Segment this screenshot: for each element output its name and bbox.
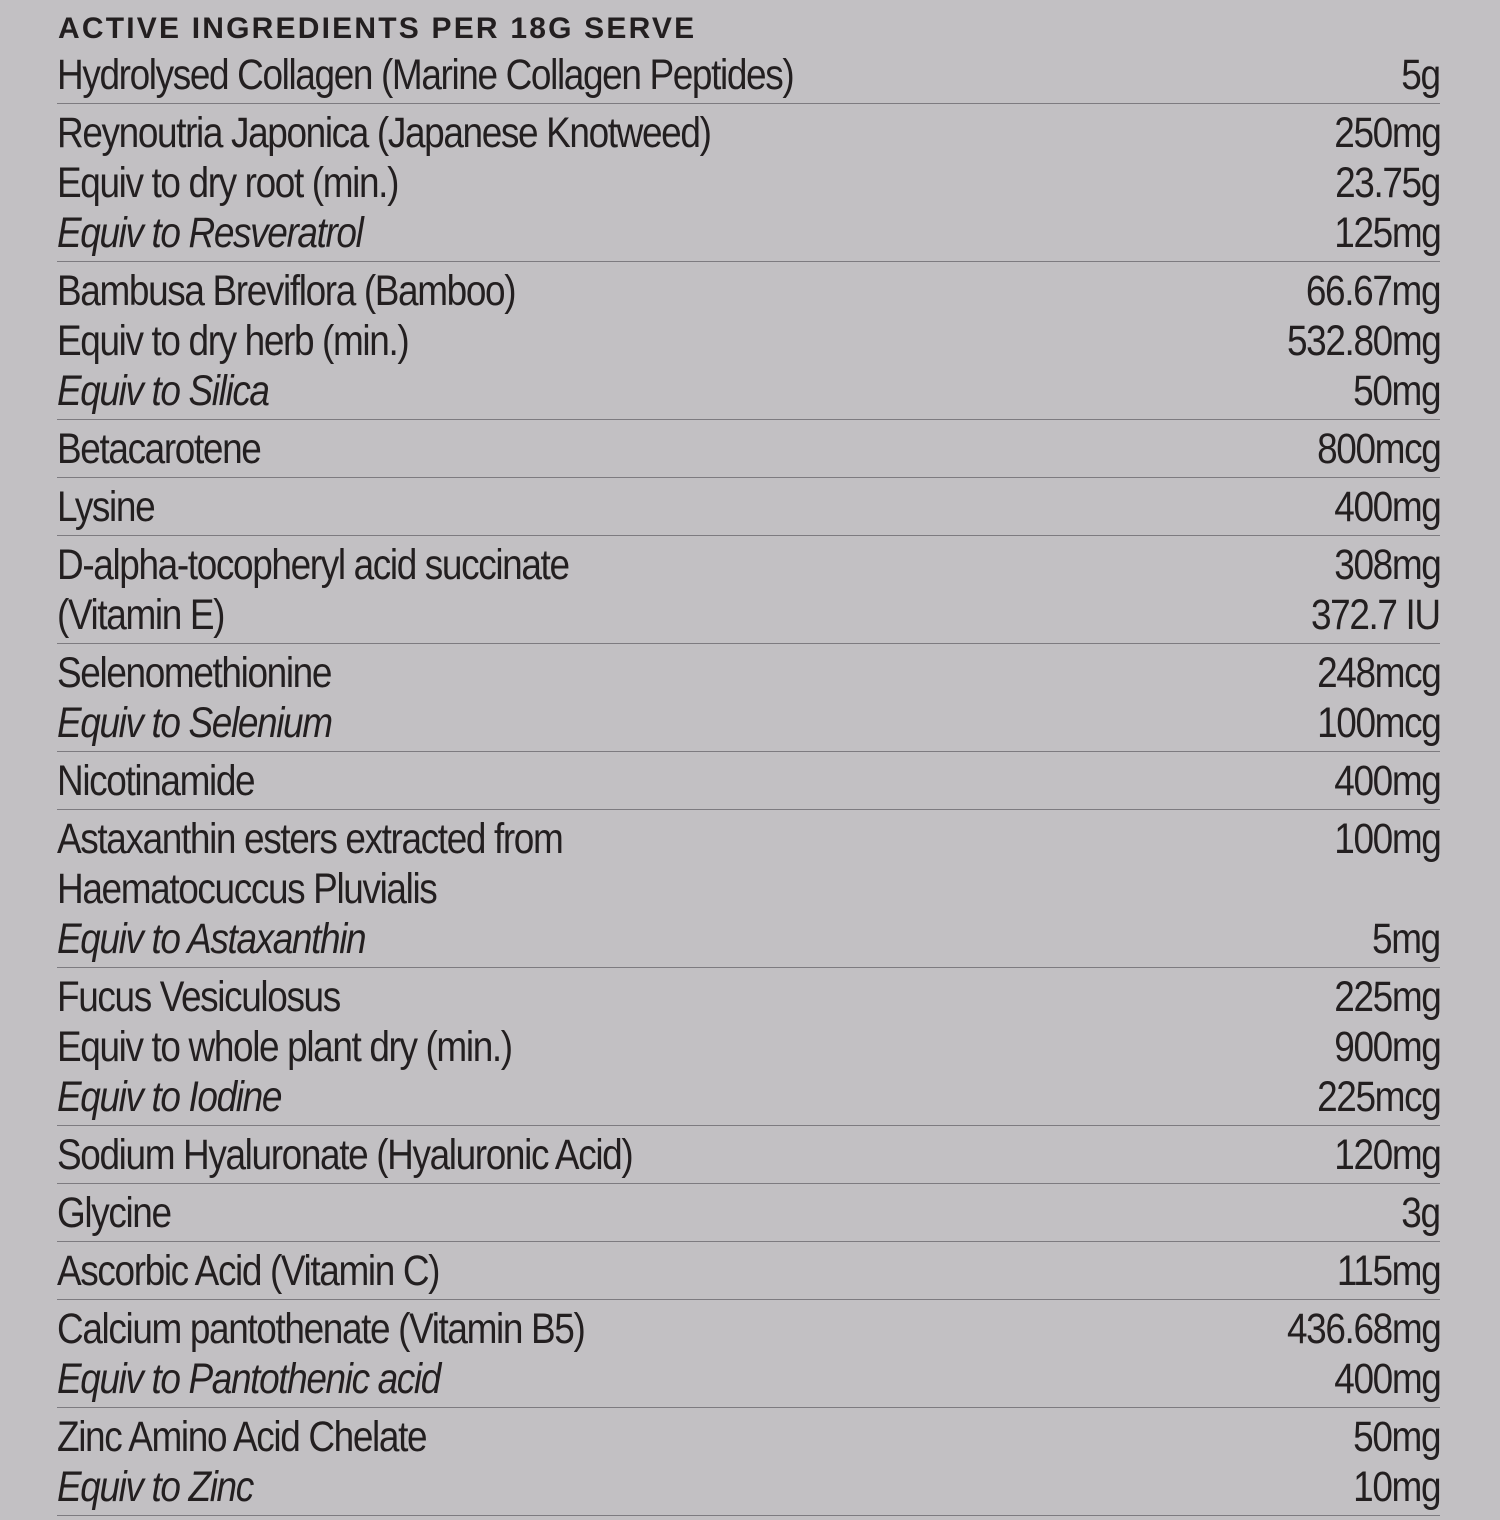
ingredient-name: (Vitamin E)	[57, 591, 225, 639]
ingredient-name: Equiv to Astaxanthin	[57, 915, 366, 963]
ingredient-equivalent-row	[57, 1354, 1440, 1404]
ingredient-amount: 436.68mg	[1286, 1305, 1440, 1353]
ingredient-name: Reynoutria Japonica (Japanese Knotweed)	[57, 109, 711, 157]
ingredient-amount: 50mg	[1352, 367, 1440, 415]
ingredient-amount: 5g	[1401, 51, 1440, 99]
ingredient-name: Equiv to Zinc	[57, 1463, 253, 1511]
ingredient-amount: 800mcg	[1316, 425, 1440, 473]
ingredient-name: Calcium pantothenate (Vitamin B5)	[57, 1305, 585, 1353]
ingredient-amount: 100mcg	[1316, 699, 1440, 747]
ingredient-name: Hydrolysed Collagen (Marine Collagen Peptides)	[57, 51, 794, 99]
ingredient-group	[57, 972, 1440, 1126]
ingredient-row	[57, 1022, 1440, 1072]
ingredient-row	[57, 50, 1440, 100]
ingredient-group	[57, 756, 1440, 810]
ingredient-name: Equiv to Selenium	[57, 699, 332, 747]
ingredient-equivalent-row	[57, 914, 1440, 964]
ingredient-amount: 50mg	[1352, 1413, 1440, 1461]
ingredients-table	[57, 50, 1440, 1520]
ingredient-row	[57, 1412, 1440, 1462]
ingredient-amount: 3g	[1401, 1189, 1440, 1237]
ingredient-name: Equiv to whole plant dry (min.)	[57, 1023, 512, 1071]
ingredient-amount: 248mcg	[1316, 649, 1440, 697]
ingredient-name: Astaxanthin esters extracted from Haematocuccus Pluvialis	[57, 815, 563, 913]
ingredient-name: Betacarotene	[57, 425, 261, 473]
ingredient-group	[57, 266, 1440, 420]
table-heading: ACTIVE INGREDIENTS PER 18G SERVE	[58, 12, 697, 45]
ingredient-name: Equiv to Pantothenic acid	[57, 1355, 440, 1403]
ingredient-equivalent-row	[57, 366, 1440, 416]
ingredient-name: Glycine	[57, 1189, 171, 1237]
ingredient-row	[57, 108, 1440, 158]
ingredient-group	[57, 482, 1440, 536]
ingredient-equivalent-row	[57, 1462, 1440, 1512]
ingredient-group	[57, 1304, 1440, 1408]
ingredient-amount: 900mg	[1333, 1023, 1440, 1071]
ingredient-amount: 308mg	[1333, 541, 1440, 589]
ingredient-row	[57, 1188, 1440, 1238]
ingredient-amount: 115mg	[1336, 1247, 1440, 1295]
ingredient-name: Equiv to dry herb (min.)	[57, 317, 409, 365]
ingredient-amount: 225mg	[1333, 973, 1440, 1021]
ingredient-name: Equiv to dry root (min.)	[57, 159, 399, 207]
ingredient-equivalent-row	[57, 1072, 1440, 1122]
ingredient-name: Nicotinamide	[57, 757, 255, 805]
ingredient-group	[57, 648, 1440, 752]
ingredient-name: Equiv to Silica	[57, 367, 269, 415]
ingredient-name: Equiv to Resveratrol	[57, 209, 363, 257]
ingredient-name: Ascorbic Acid (Vitamin C)	[57, 1247, 440, 1295]
ingredient-amount: 400mg	[1333, 757, 1440, 805]
ingredient-amount: 100mg	[1333, 815, 1440, 863]
ingredient-row	[57, 756, 1440, 806]
ingredient-name: Sodium Hyaluronate (Hyaluronic Acid)	[57, 1131, 633, 1179]
ingredient-group	[57, 814, 1440, 968]
ingredient-row	[57, 1130, 1440, 1180]
ingredient-amount: 10mg	[1352, 1463, 1440, 1511]
ingredient-amount: 532.80mg	[1286, 317, 1440, 365]
ingredient-amount: 400mg	[1333, 483, 1440, 531]
ingredient-row	[57, 482, 1440, 532]
ingredient-row	[57, 648, 1440, 698]
ingredient-row	[57, 540, 1440, 590]
ingredient-group	[57, 424, 1440, 478]
ingredient-amount: 5mg	[1372, 915, 1440, 963]
ingredient-name: Zinc Amino Acid Chelate	[57, 1413, 427, 1461]
ingredient-group	[57, 1246, 1440, 1300]
ingredient-group	[57, 1130, 1440, 1184]
ingredient-amount: 125mg	[1333, 209, 1440, 257]
ingredient-row	[57, 424, 1440, 474]
ingredient-group	[57, 1188, 1440, 1242]
ingredient-name: Fucus Vesiculosus	[57, 973, 340, 1021]
ingredient-equivalent-row	[57, 208, 1440, 258]
ingredient-name: Equiv to Iodine	[57, 1073, 282, 1121]
ingredient-amount: 250mg	[1333, 109, 1440, 157]
ingredient-row	[57, 814, 1440, 914]
ingredient-name: Bambusa Breviflora (Bamboo)	[57, 267, 516, 315]
ingredient-row	[57, 1304, 1440, 1354]
ingredient-group	[57, 1412, 1440, 1516]
ingredient-amount: 66.67mg	[1305, 267, 1440, 315]
ingredient-amount: 372.7 IU	[1311, 591, 1440, 639]
ingredient-row	[57, 972, 1440, 1022]
ingredient-row	[57, 266, 1440, 316]
ingredient-row	[57, 316, 1440, 366]
ingredient-name: Selenomethionine	[57, 649, 332, 697]
ingredient-name: Lysine	[57, 483, 155, 531]
ingredient-amount: 23.75g	[1335, 159, 1440, 207]
ingredient-group	[57, 108, 1440, 262]
ingredient-name: D-alpha-tocopheryl acid succinate	[57, 541, 569, 589]
ingredient-row	[57, 1246, 1440, 1296]
ingredient-amount: 400mg	[1333, 1355, 1440, 1403]
ingredient-row	[57, 158, 1440, 208]
ingredient-group	[57, 50, 1440, 104]
ingredient-group	[57, 540, 1440, 644]
ingredient-amount: 120mg	[1333, 1131, 1440, 1179]
ingredient-row	[57, 590, 1440, 640]
ingredient-equivalent-row	[57, 698, 1440, 748]
ingredient-amount: 225mcg	[1316, 1073, 1440, 1121]
